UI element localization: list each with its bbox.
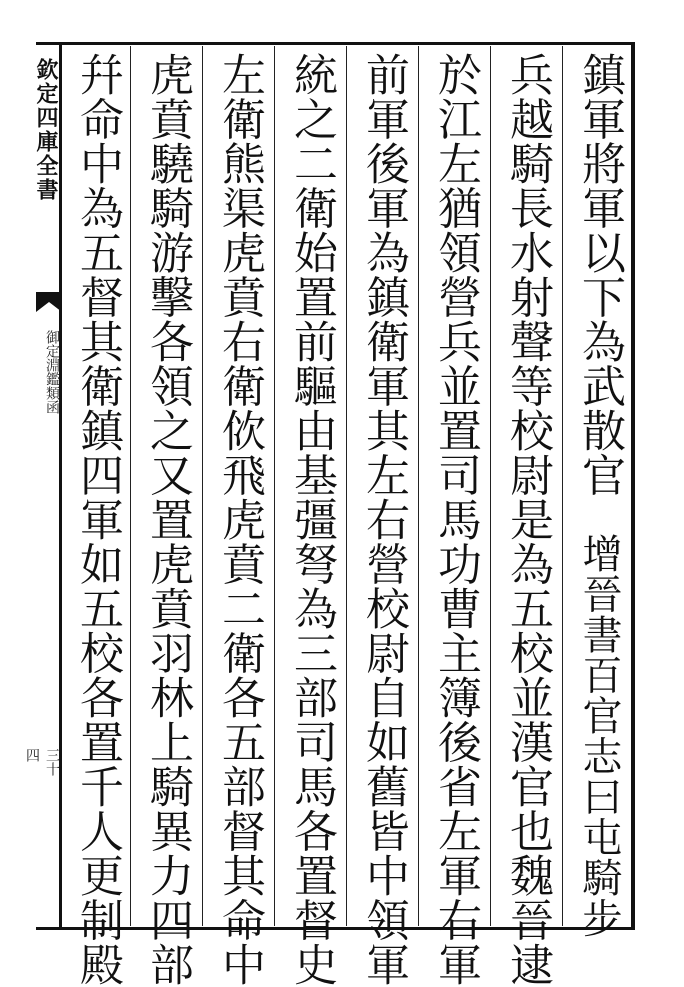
margin-book-title: 欽定四庫全書 [33,58,59,202]
column-rule [274,46,275,926]
column-rule [346,46,347,926]
margin-page-number: 三十四 [24,748,60,776]
column-1-main-text: 鎮軍將軍以下為武散官 [574,52,625,497]
column-6-text: 左衛熊渠虎賁右衛佽飛虎賁二衛各五部督其命中 [214,52,265,987]
text-column-2 [494,52,560,987]
text-column-7 [134,52,200,987]
column-1-annotation: 增晉書百官志曰屯騎步 [576,533,622,938]
column-rule [418,46,419,926]
margin-section-title: 御定淵鑑類函 [44,330,60,414]
text-column-8 [64,52,130,987]
column-rule [490,46,491,926]
column-rule [130,46,131,926]
column-8-text: 幷命中為五督其衛鎮四軍如五校各置千人更制殿 [72,52,123,987]
text-column-4 [350,52,416,987]
column-2-text: 兵越騎長水射聲等校尉是為五校並漢官也魏晉逮 [502,52,553,987]
text-column-3 [422,52,488,987]
column-rule [562,46,563,926]
text-column-6 [206,52,272,987]
column-4-text: 前軍後軍為鎮衛軍其左右營校尉自如舊皆中領軍 [358,52,409,987]
column-rule [202,46,203,926]
fishtail-mark-icon [36,292,62,318]
column-3-text: 於江左猶領營兵並置司馬功曹主簿後省左軍右軍 [430,52,481,987]
text-column-1 [566,52,632,938]
text-column-5 [278,52,344,987]
column-7-text: 虎賁驍騎游擊各領之又置虎賁羽林上騎異力四部 [142,52,193,987]
column-5-text: 統之二衛始置前驅由基彊弩為三部司馬各置督史 [286,52,337,987]
